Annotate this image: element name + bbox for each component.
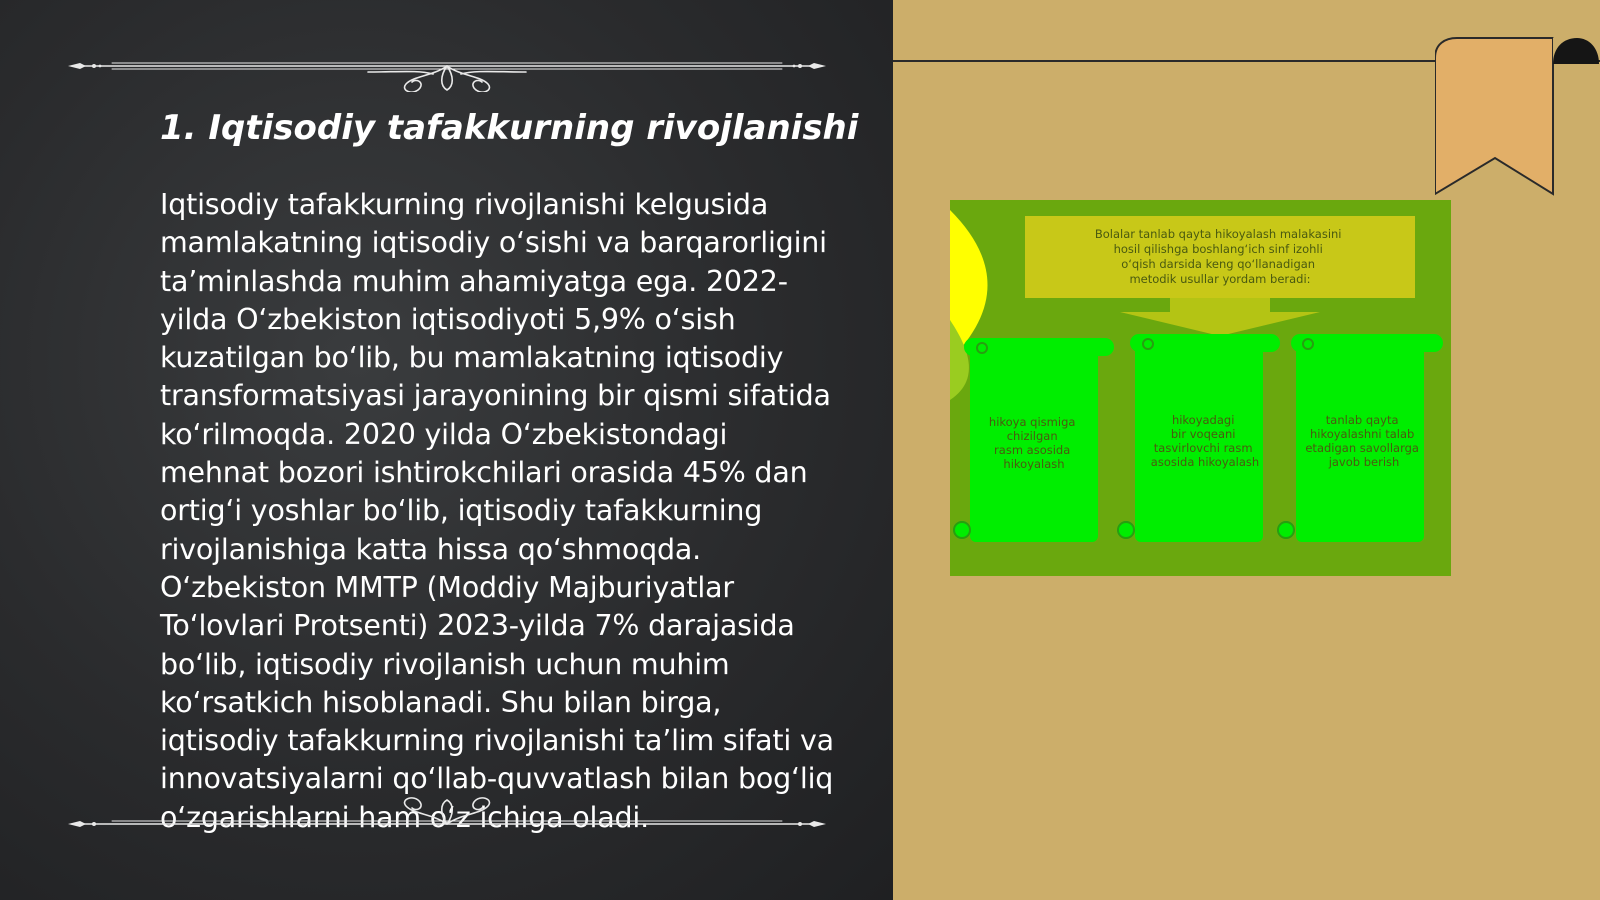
scroll-2 xyxy=(1118,334,1280,542)
top-ornament-divider xyxy=(68,42,826,92)
diagram-header-line: Bolalar tanlab qayta hikoyalash malakasini xyxy=(1094,227,1342,241)
scroll-3-line: hikoyalashni talab xyxy=(1309,427,1415,441)
slide-body-text: Iqtisodiy tafakkurning rivojlanishi kelgusida mamlakatning iqtisodiy o‘sishi va barqarorligini ta’minlashda muhim ahamiyatga ega. 2022-yilda O‘zbekiston iqtisodiyoti 5,9% o‘sish kuzatilgan bo‘lib, bu mamlakatning iqtisodiy transformatsiyasi jarayonining bir qismi sifatida ko‘rilmoqda. 2020 yilda O‘zbekistondagi mehnat bozori ishtirokchilari orasida 45% dan ortig‘i yoshlar bo‘lib, iqtisodiy tafakkurning rivojlanishiga katta hissa qo‘shmoqda. O‘zbekiston MMTP (Moddiy Majburiyatlar To‘lovlari Protsenti) 2023-yilda 7% darajasida bo‘lib, iqtisodiy rivojlanish uchun muhim ko‘rsatkich hisoblanadi. Shu bilan birga, iqtisodiy tafakkurning rivojlanishi ta’lim sifati va innovatsiyalarni qo‘llab-quvvatlash bilan bog‘liq o‘zgarishlarni ham o‘z ichiga oladi. xyxy=(160,188,834,834)
scroll-2-line: hikoyadagi xyxy=(1171,413,1235,427)
scroll-3 xyxy=(1278,334,1443,542)
methods-diagram-image xyxy=(950,200,1451,576)
scroll-1-line: rasm asosida xyxy=(994,443,1071,457)
slide-title: 1. Iqtisodiy tafakkurning rivojlanishi xyxy=(160,108,859,148)
scroll-3-line: etadigan savollarga xyxy=(1305,441,1419,455)
scroll-1 xyxy=(954,338,1114,542)
scroll-1-line: hikoya qismiga xyxy=(988,415,1076,429)
scroll-1-line: chizilgan xyxy=(1006,429,1058,443)
scroll-1-line: hikoyalash xyxy=(1003,457,1065,471)
scroll-2-line: tasvirlovchi rasm xyxy=(1153,441,1253,455)
bookmark-ribbon-icon xyxy=(1435,36,1600,198)
scroll-2-line: asosida hikoyalash xyxy=(1150,455,1260,469)
scroll-3-line: javob berish xyxy=(1328,455,1400,469)
scroll-2-line: bir voqeani xyxy=(1170,427,1236,441)
diagram-header-line: hosil qilishga boshlang‘ich sinf izohli xyxy=(1113,242,1323,256)
bottom-ornament-divider xyxy=(68,790,826,840)
scroll-3-line: tanlab qayta xyxy=(1325,413,1399,427)
diagram-header-line: metodik usullar yordam beradi: xyxy=(1129,272,1311,286)
diagram-header-text xyxy=(1095,227,1345,286)
diagram-header-line: o‘qish darsida keng qo‘llanadigan xyxy=(1121,257,1316,271)
